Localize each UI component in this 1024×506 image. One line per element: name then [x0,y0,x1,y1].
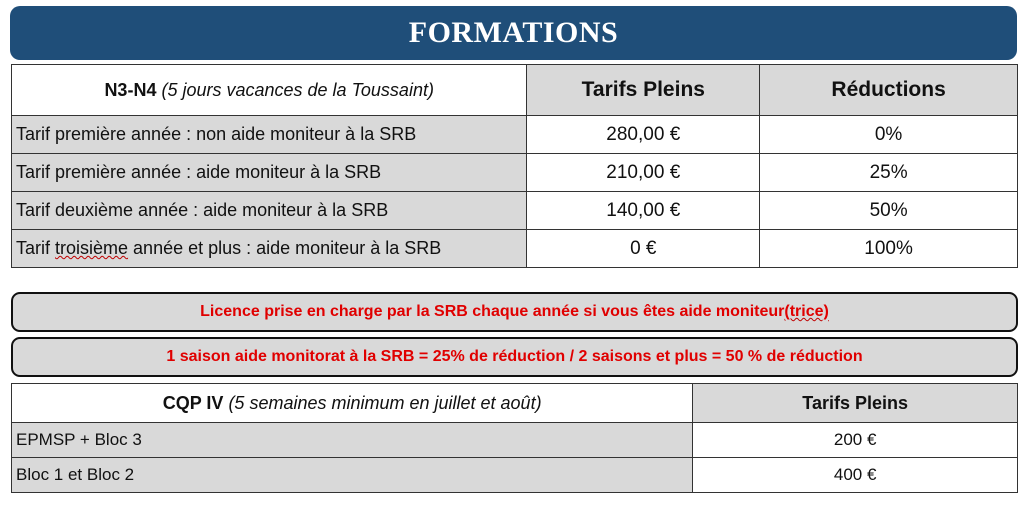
row-reduction: 100% [760,230,1018,268]
row-label: Tarif première année : non aide moniteur à la SRB [12,116,527,154]
row-tarif: 200 € [693,423,1018,458]
row-tarif: 210,00 € [527,154,760,192]
cqp-note: (5 semaines minimum en juillet et août) [228,392,542,413]
row-label-end: année et plus : aide moniteur à la SRB [128,238,442,258]
row-tarif: 280,00 € [527,116,760,154]
col-header-tarifs: Tarifs Pleins [693,384,1018,423]
n3n4-header [12,65,527,116]
cqp-pricing-table [11,383,1018,493]
row-reduction: 50% [760,192,1018,230]
table-header-row [12,65,1018,116]
table-row [12,192,1018,230]
row-label: Tarif première année : aide moniteur à la SRB [12,154,527,192]
row-label [12,230,527,268]
col-header-tarifs: Tarifs Pleins [527,65,760,116]
n3n4-note: (5 jours vacances de la Toussaint) [161,79,434,100]
row-tarif: 0 € [527,230,760,268]
row-tarif: 400 € [693,458,1018,493]
row-tarif: 140,00 € [527,192,760,230]
saison-note: 1 saison aide monitorat à la SRB = 25% de réduction / 2 saisons et plus = 50 % de réduction [11,337,1018,377]
table-row [12,116,1018,154]
table-row [12,230,1018,268]
row-label: EPMSP + Bloc 3 [12,423,693,458]
row-label-start: Tarif [16,238,56,258]
n3n4-pricing-table [11,64,1018,268]
table-header-row [12,384,1018,423]
table-row [12,423,1018,458]
n3n4-title: N3-N4 [104,79,157,100]
licence-note-suffix: (trice) [784,303,829,320]
row-label: Tarif deuxième année : aide moniteur à la SRB [12,192,527,230]
table-row [12,458,1018,493]
cqp-title: CQP IV [162,392,224,413]
row-label-spellcheck-word: troisième [55,238,129,258]
page-title: FORMATIONS [10,6,1017,60]
table-row [12,154,1018,192]
licence-note [11,292,1018,332]
row-reduction: 25% [760,154,1018,192]
licence-note-text: Licence prise en charge par la SRB chaque année si vous êtes aide moniteur [200,303,785,320]
row-reduction: 0% [760,116,1018,154]
col-header-reductions: Réductions [760,65,1018,116]
cqp-header [12,384,693,423]
row-label: Bloc 1 et Bloc 2 [12,458,693,493]
